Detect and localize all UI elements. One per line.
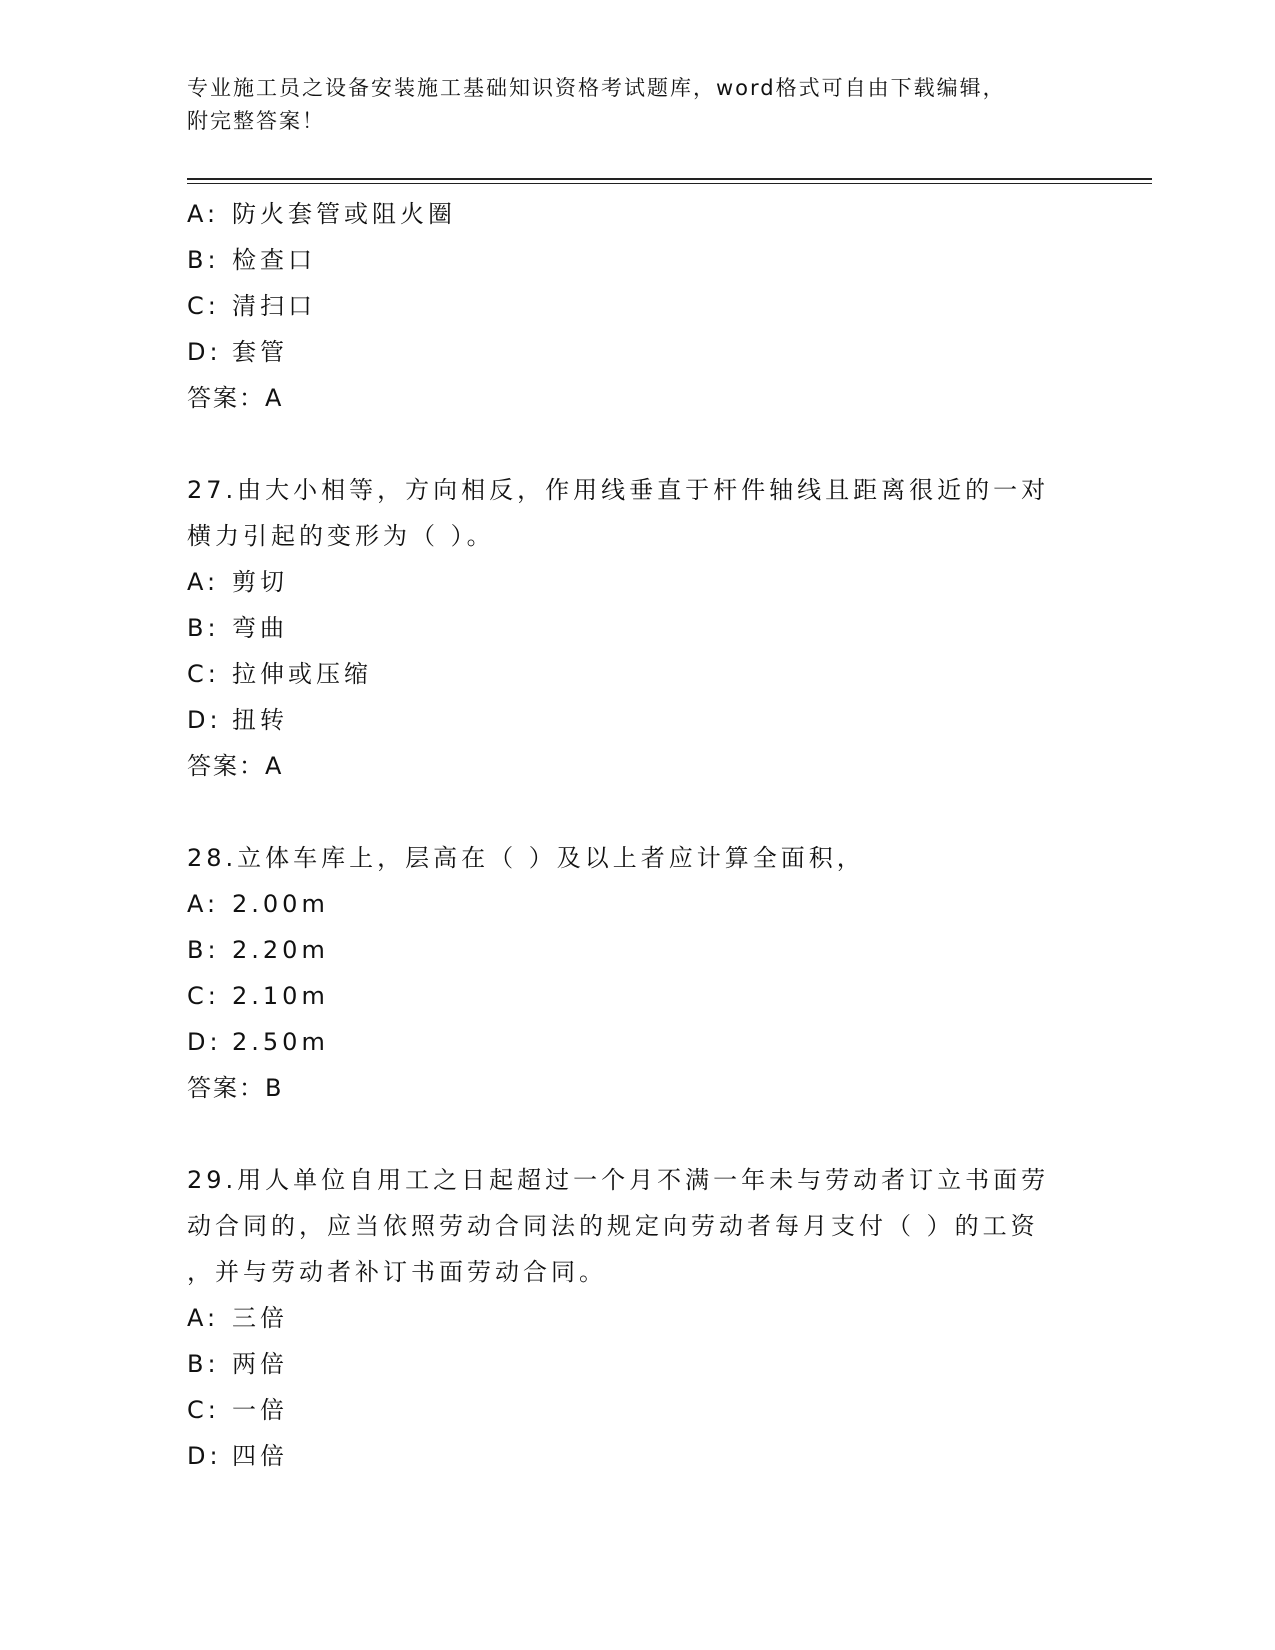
question-28	[187, 835, 1087, 1111]
question-27	[187, 467, 1087, 789]
question-29	[187, 1157, 1087, 1479]
option-c	[187, 973, 1087, 1019]
option-key: D:	[187, 1028, 222, 1056]
option-a	[187, 559, 1087, 605]
option-key: D:	[187, 338, 222, 366]
question-stem	[187, 467, 1087, 559]
option-b	[187, 237, 1087, 283]
option-text: 2.50m	[232, 1028, 329, 1056]
option-text: 拉伸或压缩	[232, 660, 372, 688]
option-text: 一倍	[232, 1396, 288, 1424]
option-b	[187, 605, 1087, 651]
question-26	[187, 191, 1087, 421]
option-text: 2.10m	[232, 982, 329, 1010]
header-line-1: 专业施工员之设备安装施工基础知识资格考试题库，word格式可自由下载编辑，	[187, 76, 1006, 100]
option-key: C:	[187, 660, 220, 688]
option-c	[187, 283, 1087, 329]
document-content	[187, 191, 1087, 1479]
option-key: A:	[187, 890, 220, 918]
question-stem-line: 横力引起的变形为（ ）。	[187, 522, 495, 550]
option-a	[187, 1295, 1087, 1341]
header-rule-thick	[187, 178, 1152, 180]
header-line-2: 附完整答案！	[187, 109, 325, 133]
option-d	[187, 1433, 1087, 1479]
option-text: 2.00m	[232, 890, 329, 918]
question-stem	[187, 1157, 1087, 1295]
answer-line: 答案：A	[187, 384, 284, 412]
option-key: A:	[187, 568, 220, 596]
option-key: B:	[187, 936, 220, 964]
answer-line: 答案：B	[187, 1074, 284, 1102]
option-text: 扭转	[232, 706, 288, 734]
option-a	[187, 881, 1087, 927]
header-rule-thin	[187, 183, 1152, 184]
question-stem	[187, 835, 1087, 881]
option-key: A:	[187, 200, 220, 228]
option-key: A:	[187, 1304, 220, 1332]
option-key: B:	[187, 614, 220, 642]
option-key: B:	[187, 1350, 220, 1378]
option-a	[187, 191, 1087, 237]
question-stem-line: 29.用人单位自用工之日起超过一个月不满一年未与劳动者订立书面劳	[187, 1166, 1050, 1194]
option-text: 四倍	[232, 1442, 288, 1470]
option-c	[187, 1387, 1087, 1433]
option-key: D:	[187, 706, 222, 734]
option-key: B:	[187, 246, 220, 274]
option-b	[187, 927, 1087, 973]
option-text: 三倍	[232, 1304, 288, 1332]
question-stem-line: ，并与劳动者补订书面劳动合同。	[187, 1258, 607, 1286]
question-stem-line: 28.立体车库上，层高在（ ）及以上者应计算全面积，	[187, 844, 865, 872]
option-text: 防火套管或阻火圈	[232, 200, 456, 228]
option-d	[187, 697, 1087, 743]
question-stem-line: 动合同的，应当依照劳动合同法的规定向劳动者每月支付（ ）的工资	[187, 1212, 1039, 1240]
question-stem-line: 27.由大小相等，方向相反，作用线垂直于杆件轴线且距离很近的一对	[187, 476, 1050, 504]
option-key: C:	[187, 292, 220, 320]
option-b	[187, 1341, 1087, 1387]
option-text: 2.20m	[232, 936, 329, 964]
option-key: C:	[187, 982, 220, 1010]
document-header	[187, 72, 1087, 138]
option-text: 清扫口	[232, 292, 316, 320]
option-text: 套管	[232, 338, 288, 366]
option-key: C:	[187, 1396, 220, 1424]
answer-line: 答案：A	[187, 752, 284, 780]
option-d	[187, 1019, 1087, 1065]
option-text: 检查口	[232, 246, 316, 274]
option-key: D:	[187, 1442, 222, 1470]
option-c	[187, 651, 1087, 697]
option-d	[187, 329, 1087, 375]
option-text: 弯曲	[232, 614, 288, 642]
option-text: 剪切	[232, 568, 288, 596]
option-text: 两倍	[232, 1350, 288, 1378]
